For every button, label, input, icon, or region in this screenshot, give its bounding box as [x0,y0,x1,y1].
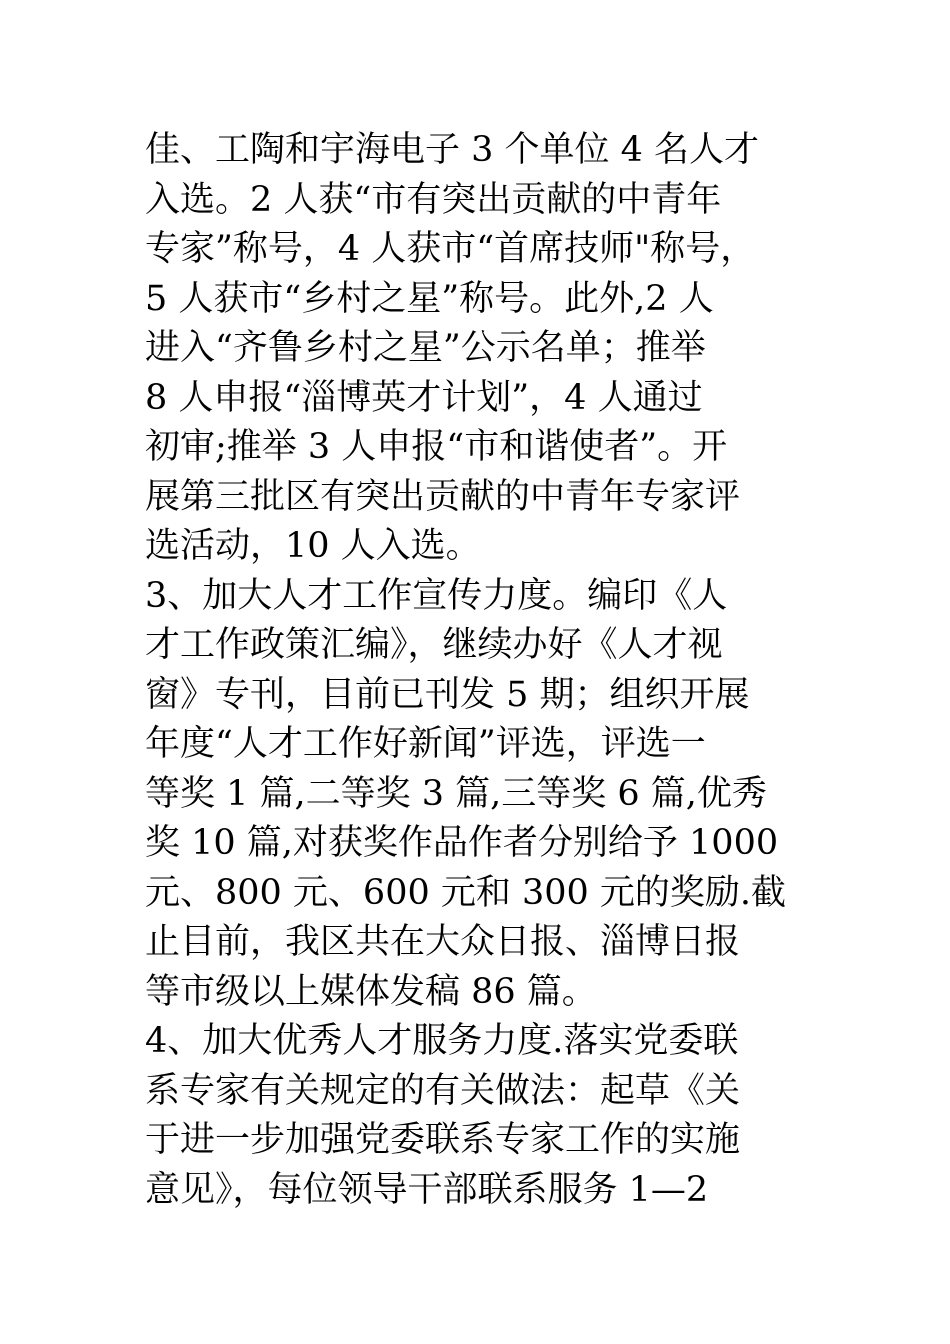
paragraph-3-first-line: 3、加大人才工作宣传力度。编印《人 [145,575,728,616]
text-line: 8 人申报“淄博英才计划”，4 人通过 [145,377,703,418]
text-line: 于进一步加强党委联系专家工作的实施 [145,1120,741,1160]
text-line: 年度“人才工作好新闻”评选，评选一 [145,724,706,764]
text-line: 展第三批区有突出贡献的中青年专家评 [145,476,741,517]
text-line: 系专家有关规定的有关做法：起草《关 [145,1070,741,1111]
text-line: 初审;推举 3 人申报“市和谐使者”。开 [145,427,728,467]
paragraph-4-first-line: 4、加大优秀人才服务力度.落实党委联 [145,1021,739,1061]
text-line: 奖 10 篇,对获奖作品作者分别给予 1000 [145,823,779,863]
text-line: 等奖 1 篇,二等奖 3 篇,三等奖 6 篇,优秀 [145,773,767,814]
body-text [145,126,825,1215]
text-line: 选活动，10 人入选。 [145,526,481,566]
text-line: 入选。2 人获“市有突出贡献的中青年 [145,179,722,220]
text-line: 才工作政策汇编》，继续办好《人才视 [145,625,723,665]
text-line: 止目前，我区共在大众日报、淄博日报 [145,922,741,962]
text-line: 等市级以上媒体发稿 86 篇。 [145,971,597,1012]
text-line: 专家”称号，4 人获市“首席技师"称号， [145,229,756,269]
text-line: 元、800 元、600 元和 300 元的奖励.截 [145,872,787,913]
text-line: 5 人获市“乡村之星”称号。此外,2 人 [145,278,714,319]
text-line: 进入“齐鲁乡村之星”公示名单；推举 [145,328,706,368]
text-line: 佳、工陶和宇海电子 3 个单位 4 名人才 [145,130,760,170]
text-line: 窗》专刊，目前已刊发 5 期；组织开展 [145,674,750,715]
text-line: 意见》，每位领导干部联系服务 1—2 [145,1169,709,1210]
